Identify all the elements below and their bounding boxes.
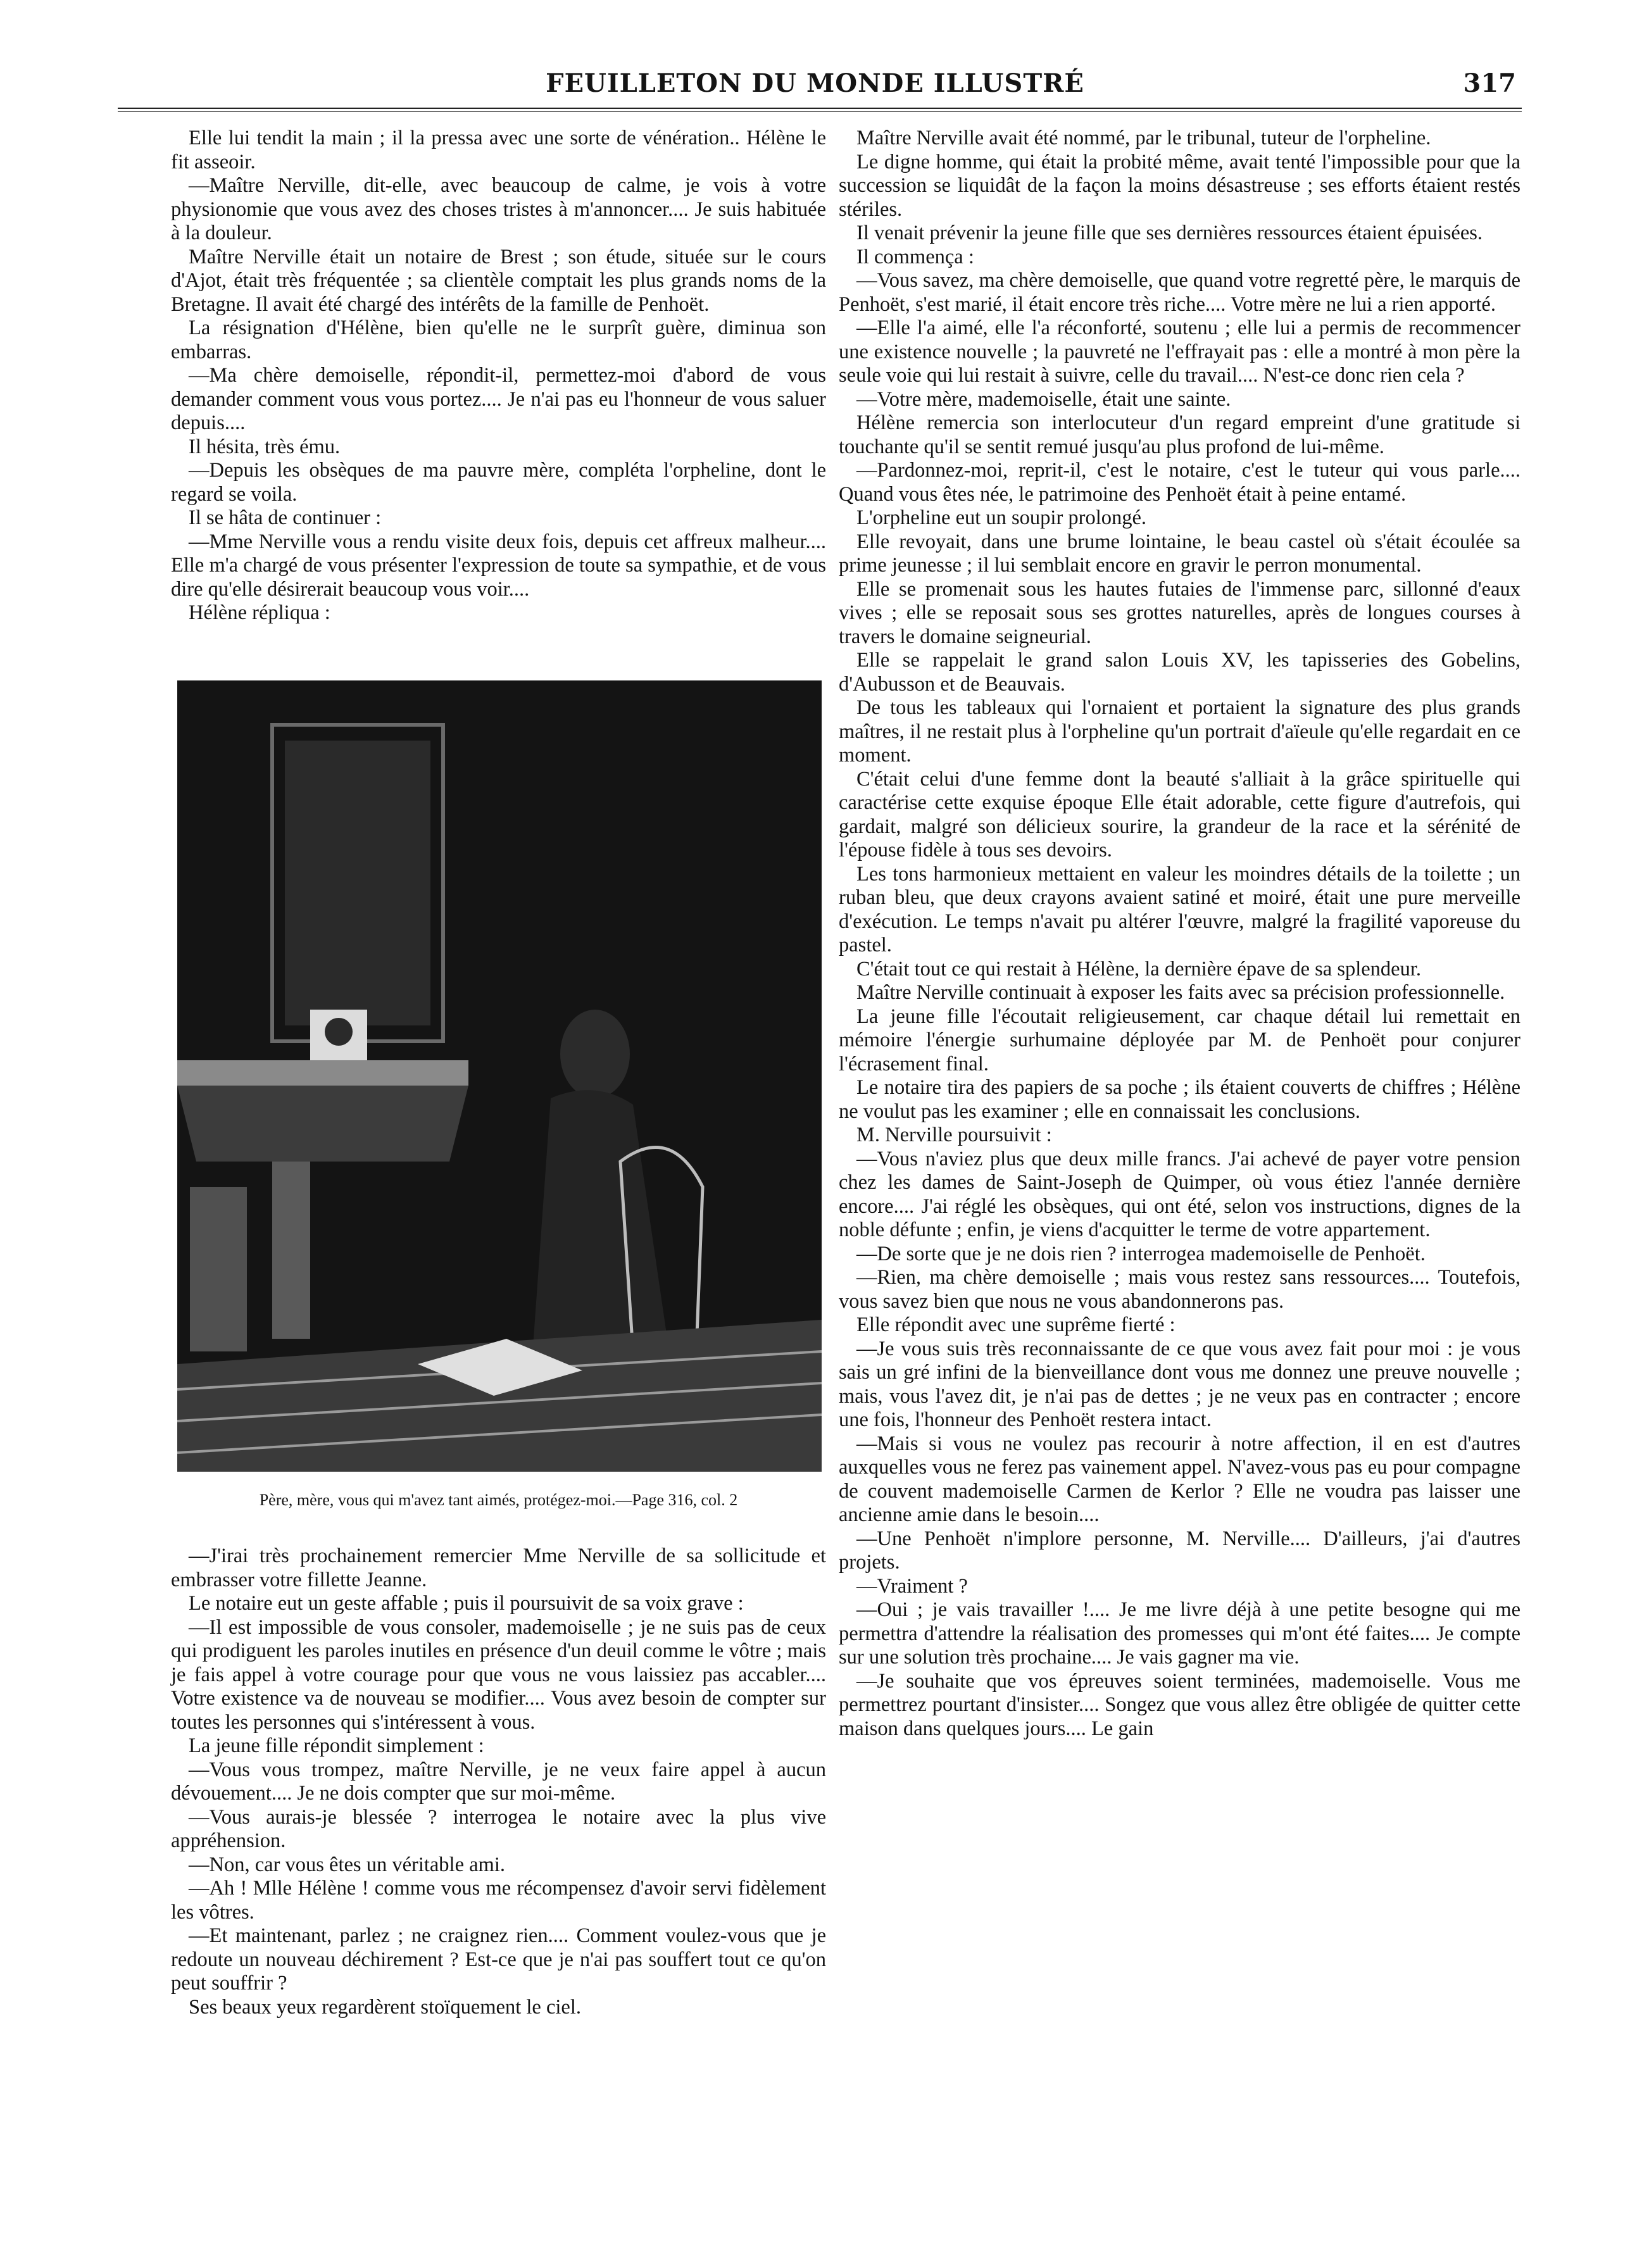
paragraph: Il venait prévenir la jeune fille que ses dernières ressources étaient épuisées. — [856, 222, 1483, 244]
paragraph: —Maître Nerville, dit-elle, avec beaucoup de calme, je vois à votre physionomie que vous avez des choses tristes à m'annoncer.... Je suis habituée à la douleur. — [171, 174, 826, 244]
paragraph: Elle revoyait, dans une brume lointaine, le beau castel où s'était écoulée sa prime jeunesse ; il lui semblait encore en gravir le perron monumental. — [839, 530, 1520, 577]
right-column — [839, 127, 1520, 1741]
paragraph: —Rien, ma chère demoiselle ; mais vous restez sans ressources.... Toutefois, vous savez bien que nous ne vous abandonnerons pas. — [839, 1266, 1520, 1313]
paragraph: —Vous aurais-je blessée ? interrogea le notaire avec la plus vive appréhension. — [171, 1805, 826, 1852]
paragraph: La jeune fille répondit simplement : — [189, 1734, 484, 1757]
paragraph: Il commença : — [856, 245, 974, 268]
paragraph: —Vraiment ? — [856, 1574, 968, 1598]
paragraph: Il hésita, très ému. — [189, 435, 341, 458]
page-number: 317 — [1463, 68, 1516, 98]
left-column-bottom — [171, 1544, 826, 2019]
paragraph: La résignation d'Hélène, bien qu'elle ne le surprît guère, diminua son embarras. — [171, 316, 826, 363]
paragraph: C'était tout ce qui restait à Hélène, la dernière épave de sa splendeur. — [856, 957, 1422, 981]
header-title: FEUILLETON DU MONDE ILLUSTRÉ — [546, 68, 1084, 98]
paragraph: —De sorte que je ne dois rien ? interrogea mademoiselle de Penhoët. — [856, 1242, 1426, 1265]
engraving-illustration — [177, 680, 822, 1472]
paragraph: Maître Nerville était un notaire de Brest ; son étude, située sur le cours d'Ajot, était très fréquentée ; sa clientèle comptait les plus grands noms de la Bretagne. Il avait été chargé des intérêts de la famille de Penhoët. — [171, 245, 826, 316]
paragraph: Maître Nerville avait été nommé, par le tribunal, tuteur de l'orpheline. — [856, 127, 1431, 149]
paragraph: —Ma chère demoiselle, répondit-il, permettez-moi d'abord de vous demander comment vous vous portez.... Je n'ai pas eu l'honneur de vous saluer depuis.... — [171, 364, 826, 434]
paragraph: —Mme Nerville vous a rendu visite deux fois, depuis cet affreux malheur.... Elle m'a chargé de vous présenter l'expression de toute sa sympathie, et de vous dire qu'elle désirerait beaucoup vous voir.... — [171, 530, 826, 601]
paragraph: —Il est impossible de vous consoler, mademoiselle ; je ne suis pas de ceux qui prodiguent les paroles inutiles en présence d'un deuil comme le vôtre ; mais je fais appel à votre courage pour que vous ne vous laissiez pas accabler.... Votre existence va de nouveau se modifier.... Vous avez besoin de compter sur toutes les personnes qui s'intéressent à vous. — [171, 1615, 826, 1734]
paragraph: —Oui ; je vais travailler !.... Je me livre déjà à une petite besogne qui me permettra d'attendre la réalisation des promesses qui m'ont été faites.... Je compte sur une solution très prochaine.... Je vais gagner ma vie. — [839, 1598, 1520, 1669]
paragraph: Le digne homme, qui était la probité même, avait tenté l'impossible pour que la succession se liquidât de la façon la moins désastreuse ; ses efforts étaient restés stériles. — [839, 150, 1520, 221]
paragraph: —Vous savez, ma chère demoiselle, que quand votre regretté père, le marquis de Penhoët, s'est marié, il était encore très riche.... Votre mère ne lui a rien apporté. — [839, 269, 1520, 316]
paragraph: —Je souhaite que vos épreuves soient terminées, mademoiselle. Vous me permettrez pourtant d'insister.... Songez que vous allez être obligée de quitter cette maison dans quelques jours.... Le gain — [839, 1669, 1520, 1740]
paragraph: —Une Penhoët n'implore personne, M. Nerville.... D'ailleurs, j'ai d'autres projets. — [839, 1527, 1520, 1574]
paragraph: —Vous vous trompez, maître Nerville, je ne veux faire appel à aucun dévouement.... Je ne dois compter que sur moi-même. — [171, 1758, 826, 1805]
header-rule — [118, 108, 1522, 112]
paragraph: La jeune fille l'écoutait religieusement, car chaque détail lui remettait en mémoire l'énergie surhumaine déployée par M. de Penhoët pour conjurer l'écrasement final. — [839, 1005, 1520, 1075]
engraving-image — [177, 680, 822, 1472]
paragraph: Il se hâta de continuer : — [189, 506, 382, 529]
paragraph: De tous les tableaux qui l'ornaient et portaient la signature des plus grands maîtres, il ne restait plus à l'orpheline qu'un portrait d'aïeule qu'elle regardait en ce moment. — [839, 696, 1520, 767]
left-column-top — [171, 127, 826, 625]
paragraph: —Et maintenant, parlez ; ne craignez rien.... Comment voulez-vous que je redoute un nouveau déchirement ? Est-ce que je n'ai pas souffert tout ce qu'on peut souffrir ? — [171, 1924, 826, 1995]
paragraph: Ses beaux yeux regardèrent stoïquement le ciel. — [189, 1995, 581, 2019]
paragraph: —Non, car vous êtes un véritable ami. — [189, 1853, 505, 1876]
paragraph: M. Nerville poursuivit : — [856, 1124, 1052, 1146]
paragraph: Elle lui tendit la main ; il la pressa avec une sorte de vénération.. Hélène le fit asseoir. — [171, 127, 826, 173]
paragraph: Les tons harmonieux mettaient en valeur les moindres détails de la toilette ; un ruban bleu, que deux crayons avaient satiné et moiré, était une pure merveille d'exécution. Le temps n'avait pu altérer l'œuvre, malgré la fragilité vaporeuse du pastel. — [839, 862, 1520, 956]
paragraph: —Depuis les obsèques de ma pauvre mère, compléta l'orpheline, dont le regard se voila. — [171, 459, 826, 506]
paragraph: Hélène répliqua : — [189, 601, 330, 624]
paragraph: Le notaire eut un geste affable ; puis il poursuivit de sa voix grave : — [189, 1592, 744, 1615]
paragraph: Hélène remercia son interlocuteur d'un regard empreint d'une gratitude si touchante qu'il se sentit remué jusqu'au plus profond de lui-même. — [839, 411, 1520, 458]
figure-caption: Père, mère, vous qui m'avez tant aimés, protégez-moi.—Page 316, col. 2 — [259, 1491, 738, 1509]
paragraph: —J'irai très prochainement remercier Mme Nerville de sa sollicitude et embrasser votre fillette Jeanne. — [171, 1544, 826, 1591]
paragraph: C'était celui d'une femme dont la beauté s'alliait à la grâce spirituelle qui caractérise cette exquise époque Elle était adorable, cette figure d'autrefois, qui gardait, malgré son délicieux sourire, la grandeur de la race et la sérénité de l'épouse fidèle à tous ses devoirs. — [839, 767, 1520, 861]
paragraph: Elle se rappelait le grand salon Louis XV, les tapisseries des Gobelins, d'Aubusson et de Beauvais. — [839, 649, 1520, 696]
paragraph: —Mais si vous ne voulez pas recourir à notre affection, il en est d'autres auxquelles vous ne ferez pas vainement appel. N'avez-vous pas eu pour compagne de couvent mademoiselle Carmen de Kerlor ? Elle ne voudra pas laisser une ancienne amie dans le besoin.... — [839, 1432, 1520, 1526]
paragraph: —Ah ! Mlle Hélène ! comme vous me récompensez d'avoir servi fidèlement les vôtres. — [171, 1877, 826, 1924]
paragraph: —Vous n'aviez plus que deux mille francs. J'ai achevé de payer votre pension chez les dames de Saint-Joseph de Quimper, où vous étiez l'année dernière encore.... J'ai réglé les obsèques, qui ont été, selon vos instructions, dignes de la noble défunte ; enfin, je viens d'acquitter le terme de votre appartement. — [839, 1147, 1520, 1241]
paragraph: Elle se promenait sous les hautes futaies de l'immense parc, sillonné d'eaux vives ; elle se reposait sous ses grottes naturelles, après de longues courses à travers le domaine seigneurial. — [839, 577, 1520, 648]
paragraph: Le notaire tira des papiers de sa poche ; ils étaient couverts de chiffres ; Hélène ne voulut pas les examiner ; elle en connaissait les conclusions. — [839, 1076, 1520, 1123]
paragraph: —Pardonnez-moi, reprit-il, c'est le notaire, c'est le tuteur qui vous parle.... Quand vous êtes née, le patrimoine des Penhoët était à peine entamé. — [839, 459, 1520, 506]
paragraph: —Votre mère, mademoiselle, était une sainte. — [856, 387, 1231, 411]
paragraph: Maître Nerville continuait à exposer les faits avec sa précision professionnelle. — [856, 981, 1505, 1004]
paragraph: L'orpheline eut un soupir prolongé. — [856, 506, 1147, 529]
paragraph: —Elle l'a aimé, elle l'a réconforté, soutenu ; elle lui a permis de recommencer une existence nouvelle ; la pauvreté ne l'effrayait pas : elle a montré à mon père la seule voie qui lui restait à suivre, celle du travail.... N'est-ce donc rien cela ? — [839, 316, 1520, 387]
paragraph: —Je vous suis très reconnaissante de ce que vous avez fait pour moi : je vous sais un gré infini de la bienveillance dont vous me donnez une preuve nouvelle ; mais, vous l'avez dit, je n'ai pas de dettes ; je ne veux pas en contracter ; encore une fois, l'honneur des Penhoët restera intact. — [839, 1337, 1520, 1431]
paragraph: Elle répondit avec une suprême fierté : — [856, 1313, 1175, 1336]
